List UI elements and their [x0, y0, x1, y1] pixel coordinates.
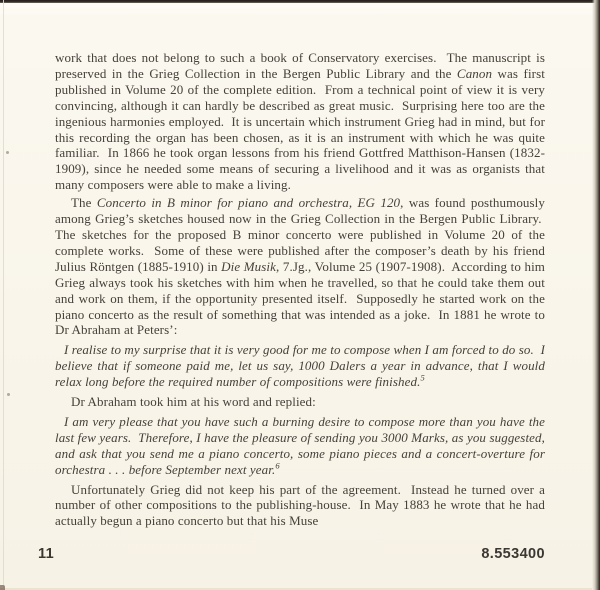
italic-text: Canon [456, 65, 493, 81]
quote-paragraph [55, 414, 545, 478]
italic-text: Die Musik [221, 258, 277, 274]
page-left-crease [3, 0, 4, 590]
page-right-edge-shadow [592, 0, 600, 590]
paragraph [55, 482, 545, 530]
page-number: 11 [38, 546, 55, 562]
catalog-number: 8.553400 [481, 546, 545, 562]
italic-text: Concerto in B minor for piano and orchestra, EG 120 [96, 195, 401, 211]
scan-speck [6, 151, 9, 154]
text-run: Dr Abraham took him at his word and replied: [71, 394, 316, 410]
scan-corner-speck [0, 585, 5, 590]
page-top-glare [0, 3, 600, 17]
text-run: The [71, 195, 97, 211]
paragraph [55, 394, 545, 410]
page-footer [0, 546, 592, 562]
text-run: Unfortunately Grieg did not keep his part of the agreement. Instead he turned over a number of other compositions to the publishing-house. In May 1883 he wrote that he had actually begun a piano concerto but that his Muse [55, 481, 545, 529]
italic-text: I realise to my surprise that it is very good for me to compose when I am forced to do so. I believe that if someone paid me, let us say, 1000 Dalers a year in advance, that I would relax long before the required number of compositions were finished. [55, 342, 545, 390]
text-run: , 7.Jg., Volume 25 (1907-1908). According to him Grieg always took his sketches with him when he travelled, so that he could take them out and work on them, if the opportunity presented itself. Supposedly he started work on the piano concerto as the result of something that was intended as a joke. In 1881 he wrote to Dr Abraham at Peters’: [55, 258, 545, 338]
text-run: was first published in Volume 20 of the complete edition. From a technical point of view it is very convincing, although it can hardly be described as great music. Surprising here too are the ingenious harmonies employed. It is uncertain which instrument Grieg had in mind, but for this recording the organ has been chosen, as it is an instrument with which he was quite familiar. In 1866 he took organ lessons from his friend Gottfred Matthison-Hansen (1832-1909), since he needed some means of securing a livelihood and it was as organists that many composers were able to make a living. [55, 65, 545, 193]
paragraph [55, 50, 545, 193]
scan-speck [7, 393, 10, 396]
text-run: work that does not belong to such a book of Conservatory exercises. The manuscript is preserved in the Grieg Collection in the Bergen Public Library and the [55, 50, 545, 81]
body-text [55, 50, 545, 550]
quote-paragraph [55, 342, 545, 390]
footnote-marker: 6 [275, 460, 280, 471]
text-run: , was found posthumously among Grieg’s sketches housed now in the Grieg Collection in the Bergen Public Library. The sketches for the proposed B minor concerto were published in Volume 20 of the complete works. Some of these were published after the composer’s death by his friend Julius Röntgen (1885-1910) in [55, 195, 545, 274]
italic-text: I am very please that you have such a burning desire to compose more than you have the last few years. Therefore, I have the pleasure of sending you 3000 Marks, as you suggested, and ask that you send me a piano concerto, some piano pieces and a concert-overture for orchestra . . . before September next year. [55, 413, 545, 477]
paragraph [55, 195, 545, 338]
footnote-marker: 5 [420, 372, 425, 383]
